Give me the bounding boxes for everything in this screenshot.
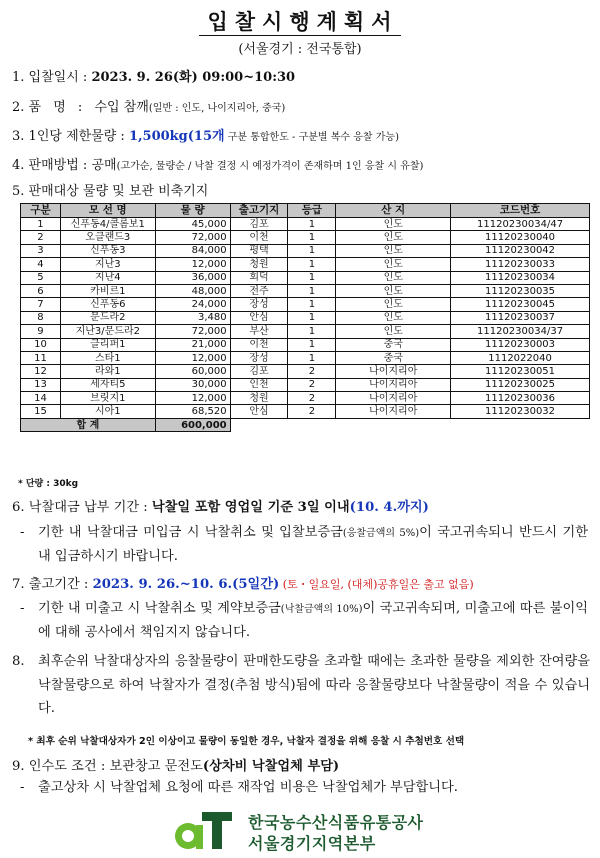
item-purchase-limit: 3. 1인당 제한물량 : 1,500kg(15개 구분 통합한도 - 구분별 복수 응찰 가능) xyxy=(12,129,399,144)
document-subtitle: (서울경기 : 전국통합) xyxy=(238,42,362,57)
unit-note: * 단량 : 30kg xyxy=(18,479,79,489)
table-row: 8 문드라2 3,480 안심 1 인도 11120230037 xyxy=(21,311,590,324)
item-delivery-terms: 9. 인수도 조건 : 보관창고 문전도(상차비 낙찰업체 부담) xyxy=(12,759,340,774)
table-row: 4 지난3 12,000 청원 1 인도 11120230033 xyxy=(21,258,590,271)
header-depot: 출고기지 xyxy=(230,204,288,218)
org-branch: 서울경기지역본부 xyxy=(248,834,376,853)
table-header-row xyxy=(21,204,590,218)
table-row: 5 지난4 36,000 회덕 1 인도 11120230034 xyxy=(21,271,590,284)
table-row: 14 브릿지1 12,000 청원 2 나이지리아 11120230036 xyxy=(21,392,590,405)
limit-value: 1,500kg(15개 xyxy=(128,129,225,144)
table-row: 10 클리퍼1 21,000 이천 1 중국 11120230003 xyxy=(21,338,590,351)
bid-datetime-value: 2023. 9. 26(화) 09:00~10:30 xyxy=(91,70,296,85)
item-product-name: 2. 품 명 : 수입 참깨(일반 : 인도, 나이지리아, 중국) xyxy=(12,100,286,115)
total-label: 합 계 xyxy=(21,418,156,431)
header-vessel: 모 선 명 xyxy=(60,204,155,218)
table-row: 2 오클랜드3 72,000 이천 1 인도 11120230040 xyxy=(21,231,590,244)
org-name: 한국농수산식품유통공사 xyxy=(248,813,424,832)
header-category: 구분 xyxy=(21,204,61,218)
table-row: 13 세자티5 30,000 인천 2 나이지리아 11120230025 xyxy=(21,378,590,391)
at-logo-icon xyxy=(168,808,234,852)
table-row: 6 카비르1 48,000 전주 1 인도 11120230035 xyxy=(21,284,590,297)
tiebreak-note: * 최후 순위 낙찰대상자가 2인 이상이고 물량이 동일한 경우, 낙찰자 결정을 위해 응찰 시 추첨번호 선택 xyxy=(28,736,465,747)
footer xyxy=(168,808,468,852)
header-origin: 산 지 xyxy=(336,204,451,218)
table-row: 7 신푸동6 24,000 장성 1 인도 11120230045 xyxy=(21,298,590,311)
item-release-period: 7. 출고기간 : 2023. 9. 26.~10. 6.(5일간) (토・일요일, (대체)공휴일은 출고 없음) xyxy=(12,577,474,592)
delivery-note: - 출고상차 시 낙찰업체 요청에 따른 재작업 비용은 낙찰업체가 부담합니다. xyxy=(20,780,458,795)
payment-note: - 기한 내 낙찰대금 미입금 시 낙찰취소 및 입찰보증금(응찰금액의 5%)이 국고귀속되니 반드시 기한 내 입금하시기 바랍니다. xyxy=(20,525,588,564)
total-value: 600,000 xyxy=(155,418,230,431)
table-row: 15 시아1 68,520 안심 2 나이지리아 11120230032 xyxy=(21,405,590,418)
item-sale-target: 5. 판매대상 물량 및 보관 비축기지 xyxy=(12,184,209,199)
header-grade: 등급 xyxy=(288,204,336,218)
item-bid-datetime: 1. 입찰일시 : 2023. 9. 26(화) 09:00~10:30 xyxy=(12,70,296,85)
table-row: 1 신푸동4/콜롬보1 45,000 김포 1 인도 11120230034/47 xyxy=(21,218,590,231)
table-row: 12 라와1 60,000 김포 2 나이지리아 11120230051 xyxy=(21,365,590,378)
item-tiebreak: 8. 최후순위 낙찰대상자의 응찰물량이 판매한도량을 초과할 때에는 초과한 물량을 제외한 잔여량을 낙찰물량으로 하여 낙찰자가 결정(추첨 방식)됨에 따라 응찰물량보다 낙찰물량이 적을 수 있습니다. xyxy=(12,654,590,716)
svg-text:aT: aT xyxy=(168,808,170,809)
sales-table xyxy=(20,203,590,432)
document-title: 입찰시행계획서 xyxy=(0,6,600,36)
item-sale-method: 4. 판매방법 : 공매(고가순, 물량순 / 낙찰 결정 시 예정가격이 존재하며 1인 응찰 시 유찰) xyxy=(12,158,424,173)
header-code: 코드번호 xyxy=(451,204,590,218)
table-row: 9 지난3/문드라2 72,000 부산 1 인도 11120230034/37 xyxy=(21,325,590,338)
table-total-row xyxy=(21,418,590,431)
release-note: - 기한 내 미출고 시 낙찰취소 및 계약보증금(낙찰금액의 10%)이 국고귀속되며, 미출고에 따른 불이익에 대해 공사에서 책임지지 않습니다. xyxy=(20,601,588,640)
table-row: 3 신푸동3 84,000 평택 1 인도 11120230042 xyxy=(21,244,590,257)
item-payment-period: 6. 낙찰대금 납부 기간 : 낙찰일 포함 영업일 기준 3일 이내(10. 4.까지) xyxy=(12,500,429,515)
table-row: 11 스타1 12,000 장성 1 중국 1112022040 xyxy=(21,351,590,364)
header-quantity: 물 량 xyxy=(155,204,230,218)
